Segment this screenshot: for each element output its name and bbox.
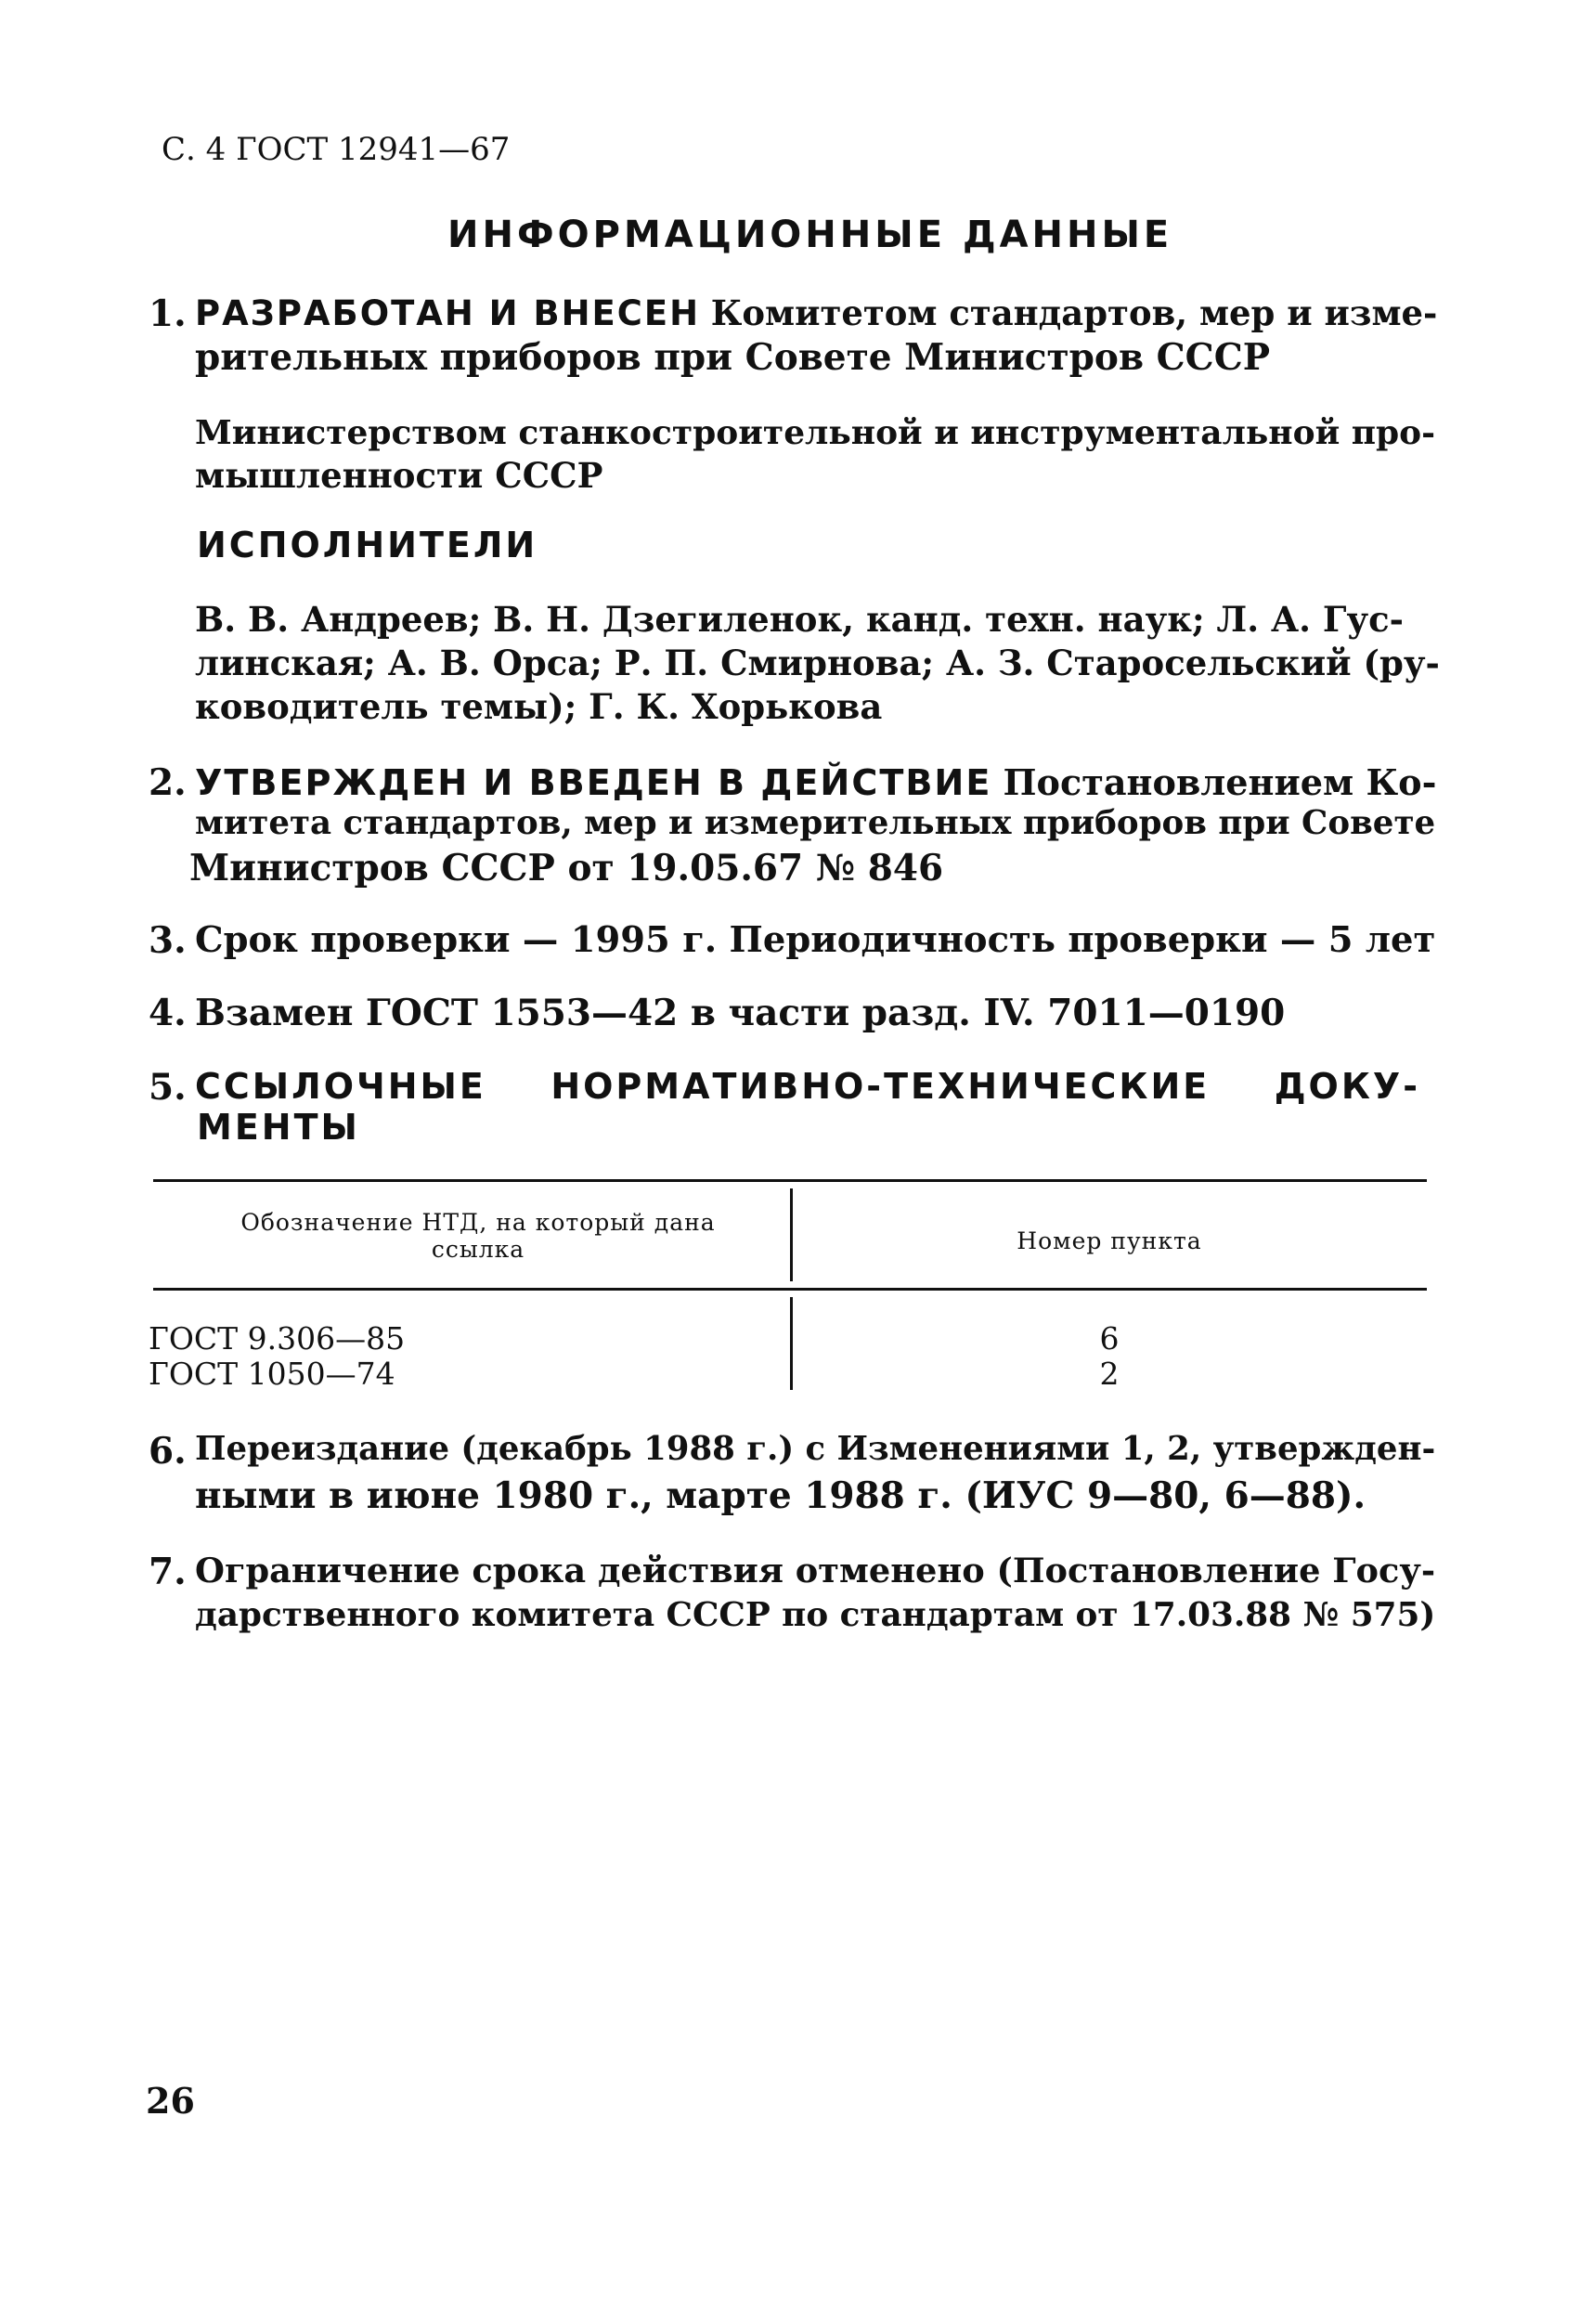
table-header-doc-line-1: Обозначение НТД, на который дана xyxy=(240,1209,716,1236)
item-5-heading-word-2: НОРМАТИВНО-ТЕХНИЧЕСКИЕ xyxy=(550,1066,1211,1107)
item-4-number: 4. xyxy=(149,992,187,1034)
item-3-text: Срок проверки — 1995 г. Периодичность проверки — 5 лет xyxy=(195,919,1436,961)
item-2-number: 2. xyxy=(149,761,187,804)
table-body-divider xyxy=(790,1297,793,1390)
table-cell-doc: ГОСТ 9.306—85 xyxy=(149,1320,406,1357)
table-header-divider xyxy=(790,1188,793,1281)
item-6-line-2: ными в июне 1980 г., марте 1988 г. (ИУС 9—80, 6—88). xyxy=(195,1474,1366,1517)
item-2-line-3: Министров СССР от 19.05.67 № 846 xyxy=(189,847,944,889)
table-header-doc xyxy=(153,1209,803,1263)
ministry-line-1: Министерством станкостроительной и инструментальной про- xyxy=(195,413,1436,452)
item-1-line-2: рительных приборов при Совете Министров СССР xyxy=(195,336,1271,379)
page-reference: С. 4 ГОСТ 12941—67 xyxy=(162,131,511,168)
item-7-line-2: дарственного комитета СССР по стандартам от 17.03.88 № 575) xyxy=(195,1595,1436,1634)
item-6-number: 6. xyxy=(149,1430,187,1473)
item-5-heading-line-1 xyxy=(195,1066,1420,1107)
item-1-line-1 xyxy=(195,292,1437,333)
table-header-rule xyxy=(153,1288,1427,1291)
item-5-heading-word-1: ССЫЛОЧНЫЕ xyxy=(195,1066,486,1107)
table-header-clause: Номер пункта xyxy=(1017,1227,1202,1254)
performers-line-2: линская; А. В. Орса; Р. П. Смирнова; А. З. Старосельский (ру- xyxy=(195,643,1440,683)
item-5-heading-word-3: ДОКУ- xyxy=(1274,1066,1420,1107)
item-2-line-2: митета стандартов, мер и измерительных приборов при Совете xyxy=(195,804,1436,842)
item-2-lead: УТВЕРЖДЕН И ВВЕДЕН В ДЕЙСТВИЕ xyxy=(195,762,992,803)
performers-heading: ИСПОЛНИТЕЛИ xyxy=(197,525,538,565)
table-header-doc-line-2: ссылка xyxy=(431,1236,525,1263)
item-1-lead: РАЗРАБОТАН И ВНЕСЕН xyxy=(195,293,700,333)
performers-line-3: ководитель темы); Г. К. Хорькова xyxy=(195,686,883,727)
performers-line-1: В. В. Андреев; В. Н. Дзегиленок, канд. техн. наук; Л. А. Гус- xyxy=(195,599,1405,640)
item-7-line-1: Ограничение срока действия отменено (Постановление Госу- xyxy=(195,1551,1436,1590)
page-number: 26 xyxy=(146,2080,195,2122)
item-3-number: 3. xyxy=(149,919,187,962)
item-2-line-1-text: Постановлением Ко- xyxy=(1003,761,1437,803)
item-5-number: 5. xyxy=(149,1066,187,1109)
item-2-line-1 xyxy=(195,761,1436,803)
item-4-text: Взамен ГОСТ 1553—42 в части разд. IV. 7011—0190 xyxy=(195,992,1286,1034)
item-5-heading-line-2: МЕНТЫ xyxy=(197,1107,360,1148)
table-cell-doc: ГОСТ 1050—74 xyxy=(149,1356,395,1392)
item-1-number: 1. xyxy=(149,292,187,335)
item-1-line-1-text: Комитетом стандартов, мер и изме- xyxy=(710,292,1438,333)
ministry-line-2: мышленности СССР xyxy=(195,455,603,496)
item-7-number: 7. xyxy=(149,1551,187,1593)
page-title: ИНФОРМАЦИОННЫЕ ДАННЫЕ xyxy=(447,214,1173,256)
table-cell-clause: 6 xyxy=(1099,1320,1120,1357)
table-top-rule xyxy=(153,1179,1427,1182)
item-6-line-1: Переиздание (декабрь 1988 г.) с Изменениями 1, 2, утвержден- xyxy=(195,1430,1436,1468)
table-cell-clause: 2 xyxy=(1099,1356,1120,1392)
